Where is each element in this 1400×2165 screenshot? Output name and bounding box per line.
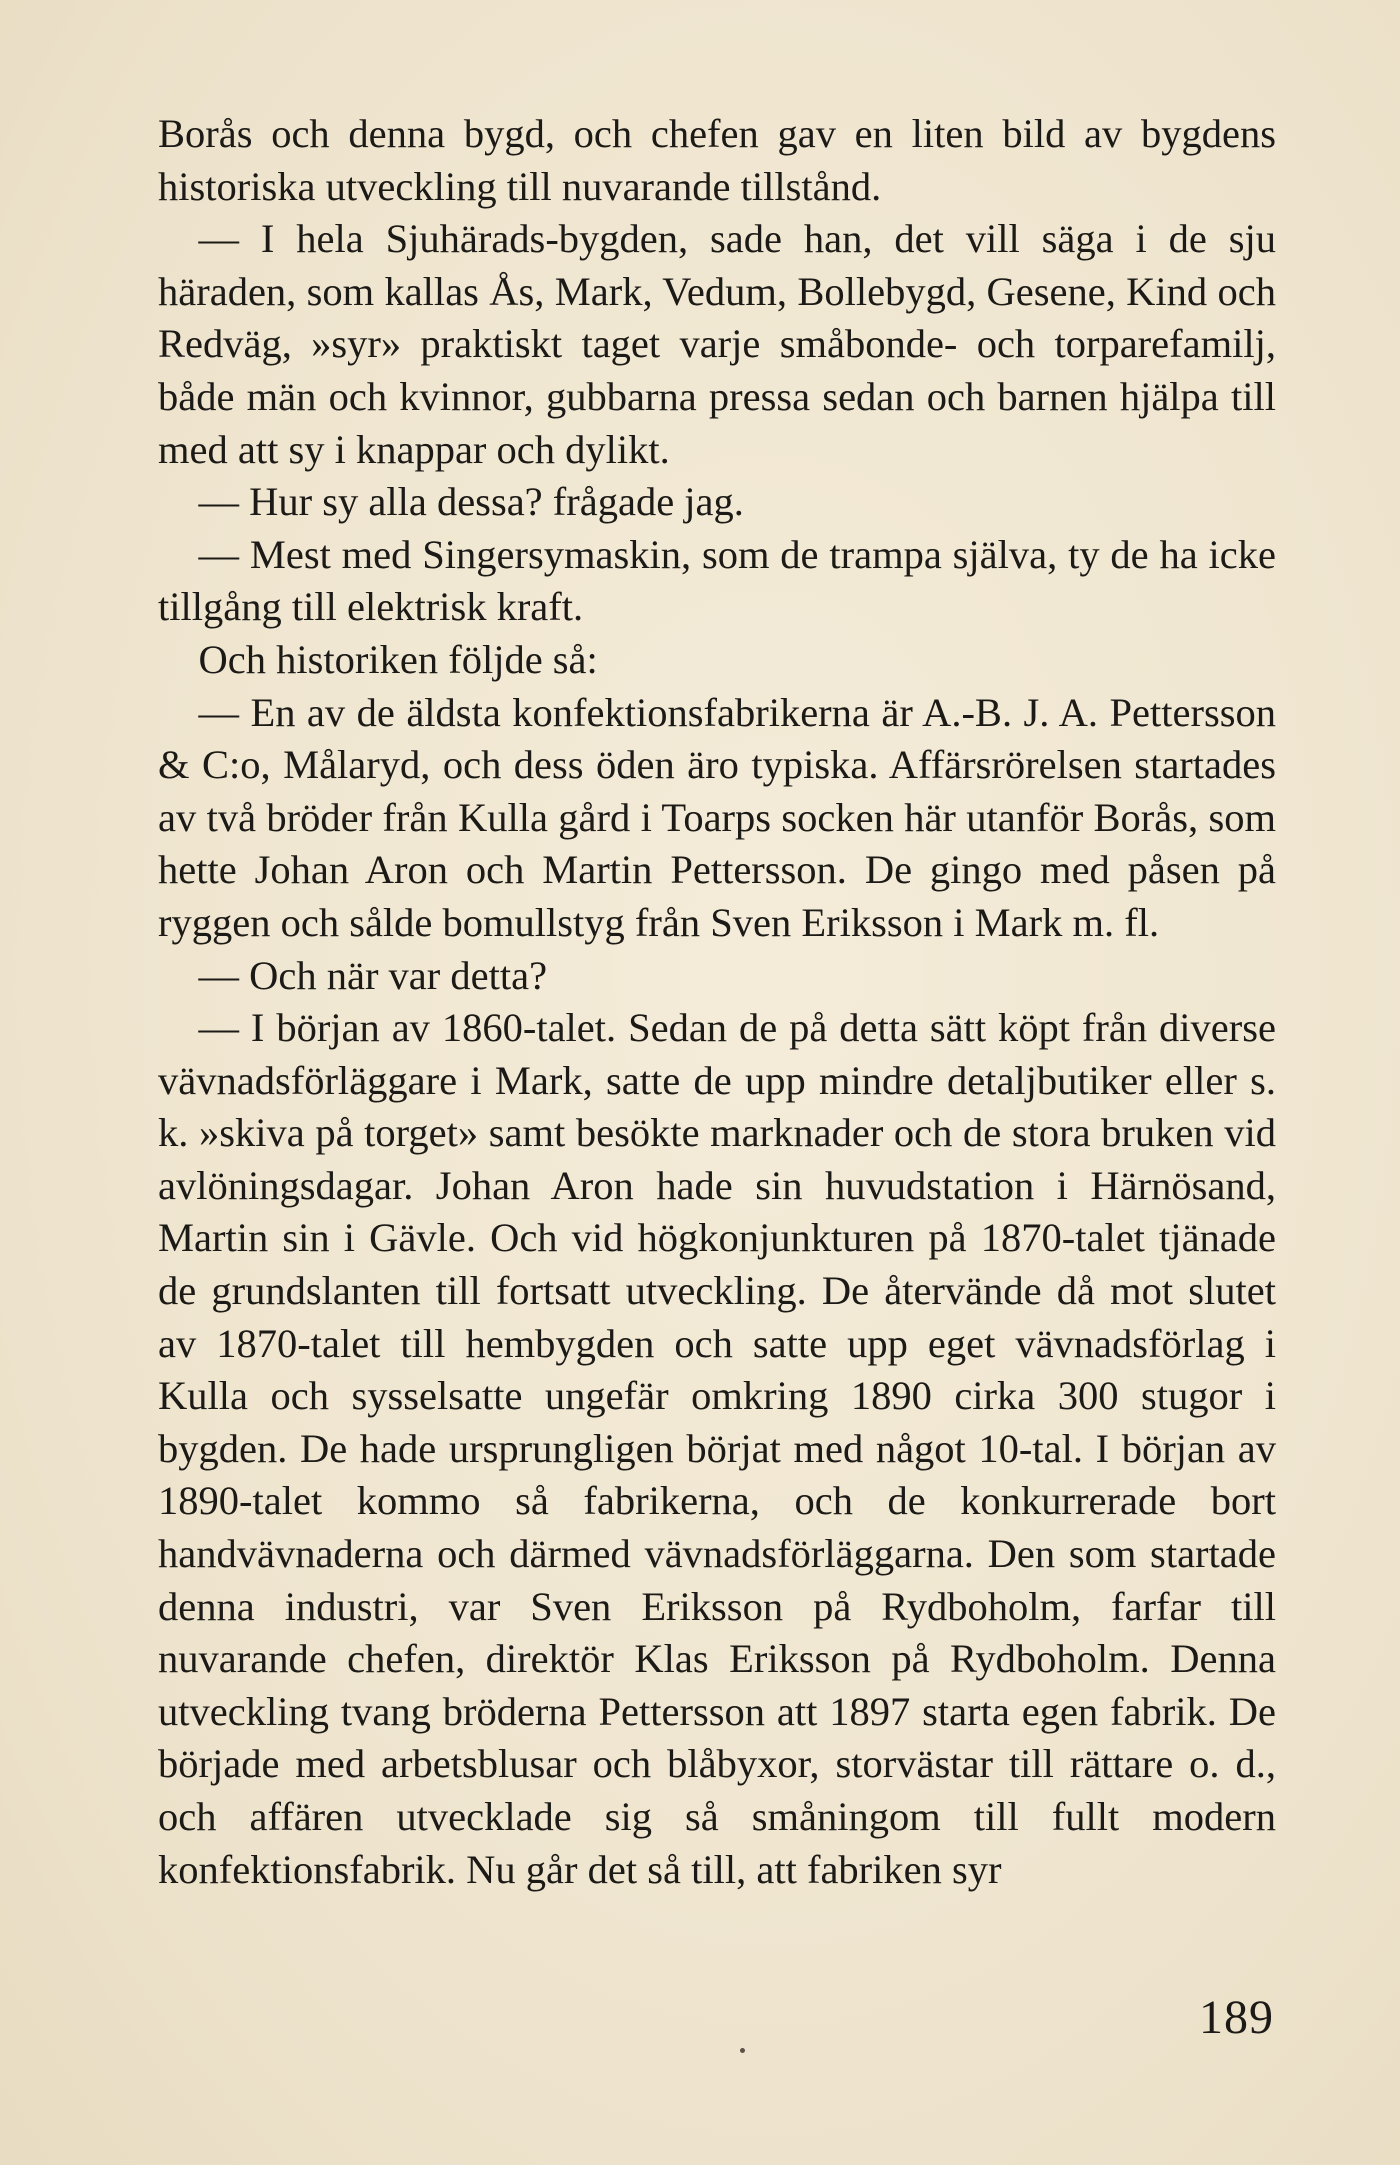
paragraph: — I början av 1860-talet. Sedan de på detta sätt köpt från diverse vävnadsförläggare i Mark, satte de upp mindre detaljbutiker eller s. k. »skiva på torget» samt besökte marknader och de stora bruken vid avlöningsdagar. Johan Aron hade sin huvudstation i Härnösand, Martin sin i Gävle. Och vid högkonjunkturen på 1870-talet tjänade de grundslanten till fortsatt utveckling. De återvände då mot slutet av 1870-talet till hembygden och satte upp eget vävnadsförlag i Kulla och sysselsatte ungefär omkring 1890 cirka 300 stugor i bygden. De hade ursprungligen börjat med något 10-tal. I början av 1890-talet kommo så fabrikerna, och de konkurrerade bort handvävnaderna och därmed vävnadsförläggarna. Den som startade denna industri, var Sven Eriksson på Rydboholm, farfar till nuvarande chefen, direktör Klas Eriksson på Rydboholm. Denna utveckling tvang bröderna Pettersson att 1897 starta egen fabrik. De började med arbetsblusar och blåbyxor, storvästar till rättare o. d., och affären utvecklade sig så småningom till fullt modern konfektionsfabrik. Nu går det så till, att fabriken syr	[158, 1005, 1276, 1892]
paragraph: — Mest med Singersymaskin, som de trampa själva, ty de ha icke tillgång till elektrisk kraft.	[158, 531, 1276, 630]
page-number: 189	[1199, 1991, 1274, 2044]
paragraph: Borås och denna bygd, och chefen gav en liten bild av bygdens historiska utveckling till nuvarande tillstånd.	[158, 111, 1276, 209]
paragraph: — En av de äldsta konfektionsfabrikerna är A.-B. J. A. Pettersson & C:o, Målaryd, och dess öden äro typiska. Affärsrörelsen startades av två bröder från Kulla gård i Toarps socken här utanför Borås, som hette Johan Aron och Martin Pettersson. De gingo med påsen på ryggen och sålde bomullstyg från Sven Eriksson i Mark m. fl.	[158, 689, 1276, 945]
print-speck	[740, 2048, 745, 2053]
body-text	[158, 108, 1276, 1896]
paragraph: — I hela Sjuhärads-bygden, sade han, det vill säga i de sju häraden, som kallas Ås, Mark, Vedum, Bollebygd, Gesene, Kind och Redväg, »syr» praktiskt taget varje småbonde- och torparefamilj, både män och kvinnor, gubbarna pressa sedan och barnen hjälpa till med att sy i knappar och dylikt.	[158, 216, 1276, 472]
paragraph: — Och när var detta?	[158, 952, 548, 998]
paragraph: — Hur sy alla dessa? frågade jag.	[158, 479, 744, 525]
paragraph: Och historiken följde så:	[158, 636, 598, 682]
